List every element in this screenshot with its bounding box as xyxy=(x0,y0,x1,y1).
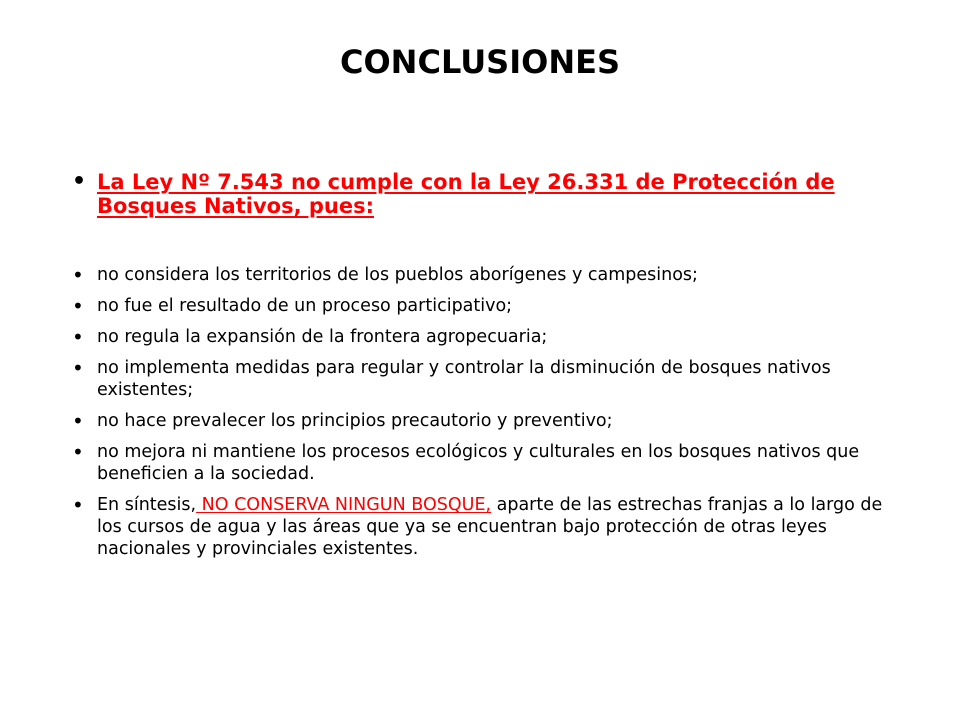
bullet-dot-icon: • xyxy=(72,263,84,287)
bullet-dot-icon: • xyxy=(72,169,87,194)
list-item xyxy=(72,357,892,401)
synthesis-item xyxy=(72,494,892,560)
list-item-text: no hace prevalecer los principios precautorio y preventivo; xyxy=(97,411,613,431)
list-item xyxy=(72,264,892,286)
bullet-dot-icon: • xyxy=(72,493,84,517)
bullet-dot-icon: • xyxy=(72,325,84,349)
slide-title: CONCLUSIONES xyxy=(339,43,621,81)
bullet-dot-icon: • xyxy=(72,294,84,318)
list-item-text: no mejora ni mantiene los procesos ecológicos y culturales en los bosques nativos que beneficien a la sociedad. xyxy=(97,442,860,484)
list-item-text: no considera los territorios de los pueblos aborígenes y campesinos; xyxy=(97,265,698,285)
list-item-text: no fue el resultado de un proceso participativo; xyxy=(97,296,513,316)
bullet-dot-icon: • xyxy=(72,440,84,464)
lead-text: La Ley Nº 7.543 no cumple con la Ley 26.331 de Protección de Bosques Nativos, pues: xyxy=(97,170,835,218)
list-item-text: no implementa medidas para regular y controlar la disminución de bosques nativos existentes; xyxy=(97,358,831,400)
slide-content xyxy=(72,170,892,560)
list-item xyxy=(72,441,892,485)
synthesis-rest: aparte de las estrechas franjas a lo largo de los cursos de agua y las áreas que ya se encuentran bajo protección de otras leyes nacionales y provinciales existentes. xyxy=(97,495,883,559)
conclusion-list xyxy=(72,264,892,560)
list-item xyxy=(72,410,892,432)
synthesis-highlight: NO CONSERVA NINGUN BOSQUE, xyxy=(196,495,492,515)
synthesis-prefix: En síntesis, xyxy=(97,495,197,515)
bullet-dot-icon: • xyxy=(72,409,84,433)
list-item xyxy=(72,326,892,348)
list-item-text: no regula la expansión de la frontera agropecuaria; xyxy=(97,327,548,347)
list-item xyxy=(72,295,892,317)
bullet-dot-icon: • xyxy=(72,356,84,380)
lead-bullet xyxy=(72,170,892,218)
